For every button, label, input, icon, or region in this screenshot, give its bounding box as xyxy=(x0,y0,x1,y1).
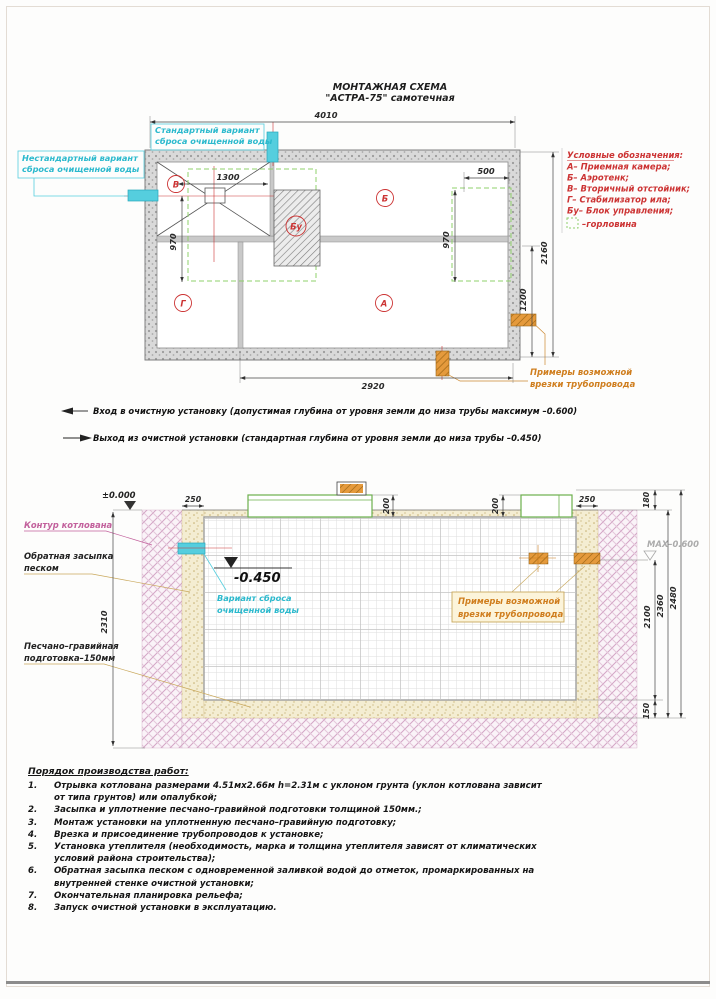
item-text: Врезка и присоединение трубопроводов к установке; xyxy=(54,829,324,840)
dim-2360: 2360 xyxy=(655,594,665,618)
plan-view xyxy=(18,110,636,391)
level-max: MAX–0.600 xyxy=(647,539,699,549)
dim-150: 150 xyxy=(642,702,651,720)
item-text: Окончательная планировка рельефа; xyxy=(54,890,243,901)
nonstandard-outlet-leader xyxy=(34,178,127,196)
procedure-item xyxy=(28,890,542,902)
title-line1: МОНТАЖНАЯ СХЕМА xyxy=(332,82,448,93)
item-text: Отрывка котлована размерами 4.51мх2.66м h=2.31м с уклоном грунта (уклон котлована зависит от типа грунтов) или опалубкой; xyxy=(54,781,542,804)
section-pipe-examples-1: Примеры возможной xyxy=(458,596,561,606)
dim-250-right: 250 xyxy=(578,495,596,504)
dim-1200: 1200 xyxy=(518,288,528,312)
item-number: 7. xyxy=(28,890,38,901)
pit-contour-leader xyxy=(24,531,152,545)
item-number: 1. xyxy=(28,781,38,791)
dim-250-left: 250 xyxy=(184,495,202,504)
section-pipe-examples-2: врезки трубопровода xyxy=(458,609,564,619)
dim-970-right: 970 xyxy=(441,231,451,249)
procedure-item xyxy=(28,902,542,914)
base-label-1: Песчано–гравийная xyxy=(24,641,119,651)
dim-1300: 1300 xyxy=(216,172,240,182)
section-view xyxy=(24,482,699,748)
procedure-item xyxy=(28,780,542,804)
level-out: -0.450 xyxy=(234,571,281,586)
dim-180: 180 xyxy=(642,491,651,509)
chamber-g: Г xyxy=(180,298,186,309)
item-number: 8. xyxy=(28,903,38,914)
procedure-title: Порядок производства работ: xyxy=(28,766,189,777)
item-text: Установка утеплителя (необходимость, марка и толщина утеплителя зависят от климатических условий района строительства); xyxy=(54,842,537,865)
inlet-pipe-bottom xyxy=(436,351,449,376)
outlet-variant-label-1: Вариант сброса xyxy=(217,593,292,603)
plan-pipe-examples-2: врезки трубопровода xyxy=(530,379,636,389)
dim-200-right: 200 xyxy=(491,497,500,515)
section-inlet-pipe xyxy=(178,543,205,554)
backfill-label-2: песком xyxy=(24,563,59,573)
item-text: Засыпка и уплотнение песчано–гравийной подготовки толщиной 150мм.; xyxy=(54,805,422,816)
chamber-bu: Бу xyxy=(290,221,302,232)
pit-contour-label: Контур котлована xyxy=(24,520,113,530)
legend-item-bu: Бу– Блок управления; xyxy=(567,205,674,216)
legend-title: Условные обозначения: xyxy=(567,150,684,160)
chamber-b: Б xyxy=(381,193,389,204)
plan-pipe-examples-1: Примеры возможной xyxy=(530,367,633,377)
procedure-list xyxy=(28,766,542,914)
dim-2480: 2480 xyxy=(668,586,678,610)
dim-970-left: 970 xyxy=(168,233,178,251)
dim-200-left: 200 xyxy=(382,497,391,515)
item-number: 2. xyxy=(28,805,38,816)
legend-neck-label: –горловина xyxy=(582,219,637,229)
item-text: Запуск очистной установки в эксплуатацию. xyxy=(54,903,277,914)
dim-2100: 2100 xyxy=(642,605,652,629)
legend xyxy=(562,148,690,233)
plan-wall-vertical xyxy=(238,242,243,348)
base-label-2: подготовка–150мм xyxy=(24,653,116,663)
procedure-item xyxy=(28,841,542,865)
note-outlet: Выход из очистной установки (стандартная глубина от уровня земли до низа трубы –0.450) xyxy=(93,433,542,443)
item-number: 3. xyxy=(28,817,38,828)
level-zero: ±0.000 xyxy=(102,490,136,500)
note-inlet: Вход в очистную установку (допустимая глубина от уровня земли до низа трубы максимум –0.600) xyxy=(93,406,578,416)
drawing-title xyxy=(325,82,454,104)
backfill-label-1: Обратная засыпка xyxy=(24,551,114,561)
dim-4010: 4010 xyxy=(314,110,338,120)
dim-2310: 2310 xyxy=(99,610,109,634)
item-text: Обратная засыпка песком с одновременной заливкой водой до отметок, промаркированных на внутренней стенке очистной установки; xyxy=(54,866,535,889)
level-zero-flag xyxy=(124,501,136,510)
legend-neck-swatch xyxy=(567,218,578,228)
vent-hatch xyxy=(340,484,363,493)
procedure-item xyxy=(28,804,542,816)
item-number: 5. xyxy=(28,842,38,853)
legend-item-v: В– Вторичный отстойник; xyxy=(567,183,690,194)
legend-item-b: Б– Аэротенк; xyxy=(567,172,630,183)
section-pipe-inner xyxy=(529,553,548,564)
section-pipe-wall xyxy=(574,553,600,564)
item-number: 4. xyxy=(28,829,38,840)
title-block-edge xyxy=(6,981,710,984)
notes xyxy=(61,406,577,443)
procedure-item xyxy=(28,829,542,841)
dim-2920: 2920 xyxy=(361,381,385,391)
legend-item-a: А– Приемная камера; xyxy=(567,161,671,172)
dim-2160: 2160 xyxy=(539,241,549,265)
level-max-flag xyxy=(644,551,656,560)
procedure-item xyxy=(28,817,542,829)
procedure-item xyxy=(28,865,542,889)
clarifier-center xyxy=(205,188,225,203)
outlet-variant-label-2: очищенной воды xyxy=(217,605,299,615)
dim-500: 500 xyxy=(477,166,495,176)
outlet-pipe-nonstandard xyxy=(128,190,158,201)
item-number: 6. xyxy=(28,866,38,877)
title-line2: "АСТРА-75" самотечная xyxy=(325,93,455,104)
chamber-v: В xyxy=(172,179,180,190)
plan-wall-clarifier xyxy=(270,162,274,236)
item-text: Монтаж установки на уплотненную песчано–гравийную подготовку; xyxy=(54,817,397,828)
nonstandard-outlet-label-1: Нестандартный вариант xyxy=(22,153,138,163)
standard-outlet-label-2: сброса очищенной воды xyxy=(155,136,273,146)
legend-item-g: Г– Стабилизатор ила; xyxy=(567,194,671,205)
nonstandard-outlet-label-2: сброса очищенной воды xyxy=(22,164,140,174)
standard-outlet-label-1: Стандартный вариант xyxy=(155,125,260,135)
chamber-a: А xyxy=(380,298,388,309)
